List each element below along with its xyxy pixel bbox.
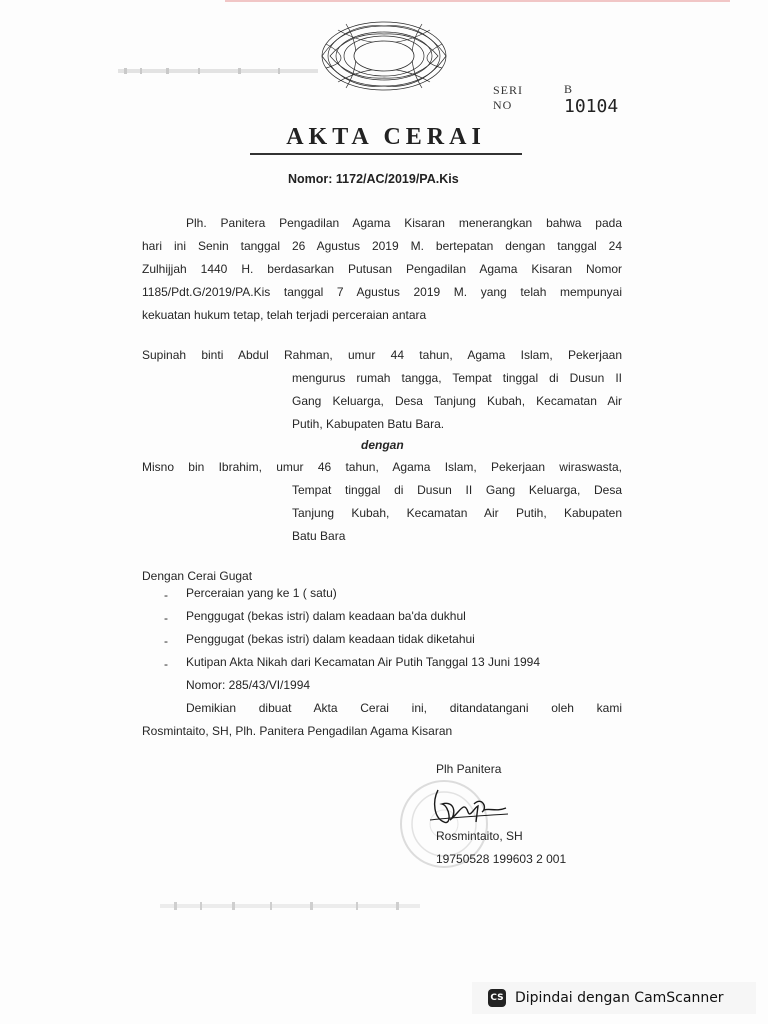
intro-line: Zulhijjah 1440 H. berdasarkan Putusan Pengadilan Agama Kisaran Nomor bbox=[142, 262, 622, 276]
party2-line: Batu Bara bbox=[292, 529, 346, 543]
list-item: Penggugat (bekas istri) dalam keadaan ba'da dukhul bbox=[186, 609, 466, 623]
intro-line: hari ini Senin tanggal 26 Agustus 2019 M. bertepatan dengan tanggal 24 bbox=[142, 239, 622, 253]
bullet-dash-icon: - bbox=[164, 611, 168, 625]
list-item: Perceraian yang ke 1 ( satu) bbox=[186, 586, 337, 600]
bullet-dash-icon: - bbox=[164, 657, 168, 671]
party2-line: Tanjung Kubah, Kecamatan Air Putih, Kabupaten bbox=[292, 506, 622, 520]
camscanner-watermark bbox=[472, 982, 756, 1014]
title-underline bbox=[250, 153, 522, 155]
handwritten-signature-icon bbox=[426, 782, 512, 830]
seri-value: B bbox=[564, 82, 573, 96]
serial-number: 10104 bbox=[564, 96, 619, 117]
scan-edge-line bbox=[225, 0, 730, 2]
no-label: NO bbox=[493, 98, 513, 112]
signatory-role: Plh Panitera bbox=[436, 762, 502, 776]
document-number: Nomor: 1172/AC/2019/PA.Kis bbox=[288, 172, 459, 186]
guilloche-emblem-icon bbox=[316, 16, 452, 96]
bullet-dash-icon: - bbox=[164, 634, 168, 648]
closing-line: Demikian dibuat Akta Cerai ini, ditandatangani oleh kami bbox=[186, 701, 622, 715]
party1-line: mengurus rumah tangga, Tempat tinggal di Dusun II bbox=[292, 371, 622, 385]
list-item: Kutipan Akta Nikah dari Kecamatan Air Putih Tanggal 13 Juni 1994 bbox=[186, 655, 541, 669]
seri-label: SERI bbox=[493, 83, 524, 97]
intro-line: kekuatan hukum tetap, telah terjadi perceraian antara bbox=[142, 308, 427, 322]
list-item-continuation: Nomor: 285/43/VI/1994 bbox=[186, 678, 311, 692]
closing-line: Rosmintaito, SH, Plh. Panitera Pengadilan Agama Kisaran bbox=[142, 724, 453, 738]
signatory-name: Rosmintaito, SH bbox=[436, 829, 523, 843]
bullet-dash-icon: - bbox=[164, 588, 168, 602]
party1-line: Putih, Kabupaten Batu Bara. bbox=[292, 417, 445, 431]
document-title: AKTA CERAI bbox=[286, 124, 486, 150]
party1-line: Gang Keluarga, Desa Tanjung Kubah, Kecamatan Air bbox=[292, 394, 622, 408]
faded-print-strip bbox=[160, 900, 420, 912]
camscanner-logo-icon: CS bbox=[488, 989, 506, 1007]
faded-print-strip bbox=[118, 66, 318, 76]
party2-line: Tempat tinggal di Dusun II Gang Keluarga, Desa bbox=[292, 483, 622, 497]
intro-line: Plh. Panitera Pengadilan Agama Kisaran menerangkan bahwa pada bbox=[186, 216, 622, 230]
party1-line: Supinah binti Abdul Rahman, umur 44 tahun, Agama Islam, Pekerjaan bbox=[142, 348, 622, 362]
signatory-nip: 19750528 199603 2 001 bbox=[436, 852, 567, 866]
list-item: Penggugat (bekas istri) dalam keadaan tidak diketahui bbox=[186, 632, 475, 646]
cerai-heading: Dengan Cerai Gugat bbox=[142, 569, 253, 583]
intro-line: 1185/Pdt.G/2019/PA.Kis tanggal 7 Agustus 2019 M. yang telah mempunyai bbox=[142, 285, 622, 299]
dengan-connector: dengan bbox=[361, 438, 404, 452]
party2-line: Misno bin Ibrahim, umur 46 tahun, Agama Islam, Pekerjaan wiraswasta, bbox=[142, 460, 622, 474]
camscanner-text: Dipindai dengan CamScanner bbox=[515, 990, 724, 1006]
